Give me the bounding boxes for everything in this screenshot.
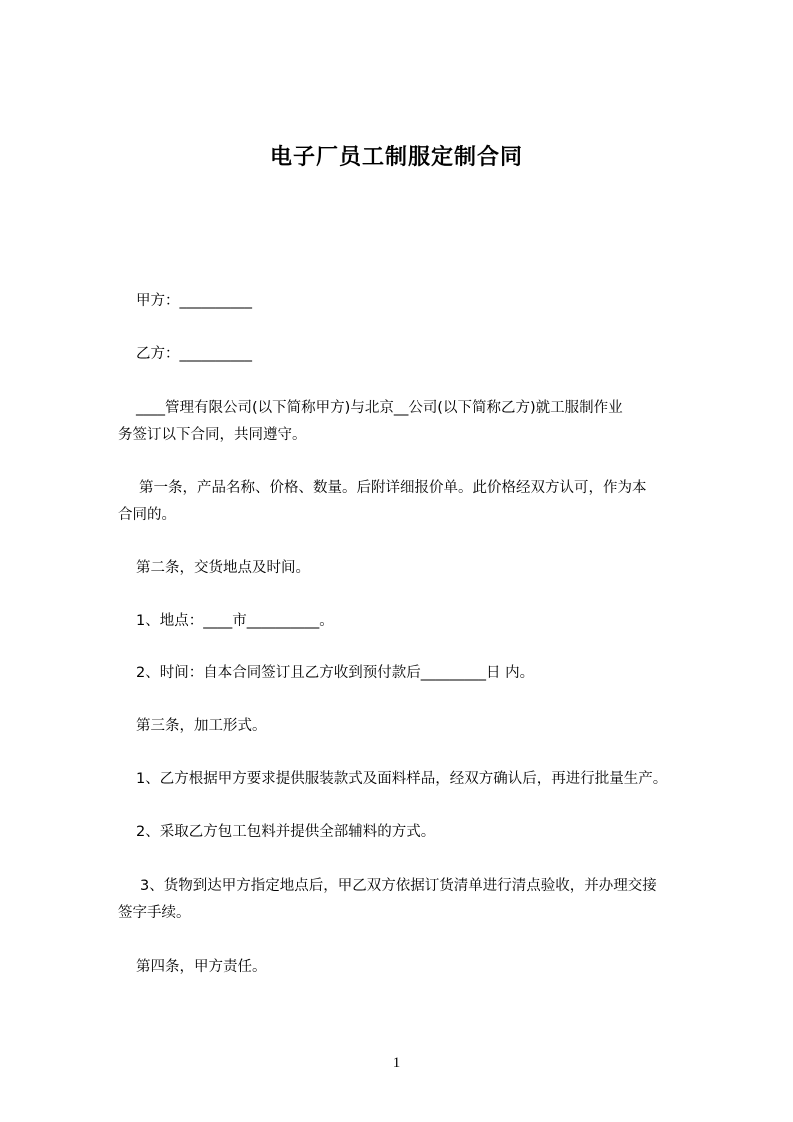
party-b: 乙方：__________: [136, 346, 252, 362]
article3-item-1: 1、乙方根据甲方要求提供服装款式及面料样品，经双方确认后，再进行批量生产。: [136, 771, 668, 787]
article3-item-3-line-1: 3、货物到达甲方指定地点后，甲乙双方依据订货清单进行清点验收，并办理交接: [140, 878, 657, 894]
party-a: 甲方：__________: [136, 293, 252, 309]
article2-heading: 第二条，交货地点及时间。: [136, 560, 310, 576]
page-number: 1: [392, 1055, 401, 1071]
document-title: 电子厂员工制服定制合同: [269, 145, 523, 170]
intro-line-1: ____管理有限公司(以下简称甲方)与北京__公司(以下简称乙方)就工服制作业: [136, 400, 623, 416]
intro-line-2: 务签订以下合同，共同遵守。: [118, 427, 307, 443]
article1-line-2: 合同的。: [118, 507, 176, 523]
article3-heading: 第三条，加工形式。: [136, 718, 267, 734]
article2-item-1: 1、地点：____市__________。: [136, 613, 334, 629]
article1-line-1: 第一条，产品名称、价格、数量。后附详细报价单。此价格经双方认可，作为本: [139, 480, 647, 496]
article3-item-2: 2、采取乙方包工包料并提供全部辅料的方式。: [136, 824, 436, 840]
article4-heading: 第四条，甲方责任。: [136, 959, 267, 975]
article3-item-3-line-2: 签字手续。: [118, 905, 191, 921]
article2-item-2: 2、时间：自本合同签订且乙方收到预付款后_________日 内。: [136, 665, 535, 681]
